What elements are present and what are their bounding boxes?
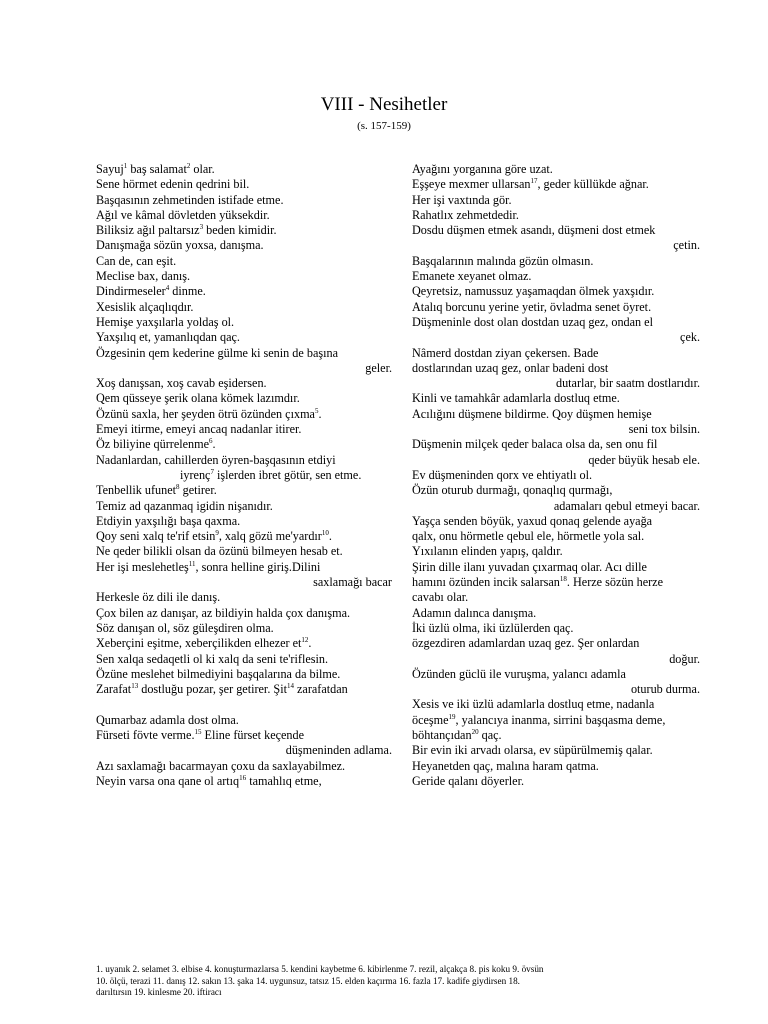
left-column-line: Özüne meslehet bilmediyini başqalarına da bilme. <box>96 666 341 681</box>
left-column-line: Xesislik alçaqlıqdır. <box>96 299 194 314</box>
left-column-line: Başqasının zehmetinden istifade etme. <box>96 192 284 207</box>
right-column-line: Ev düşmeninden qorx ve ehtiyatlı ol. <box>412 467 593 482</box>
right-column-line: özgezdiren adamlardan uzaq gez. Şer onlardan <box>412 636 640 651</box>
left-column-line: Neyin varsa ona qane ol artıq$^{16}$ tamahlıq etme, <box>96 773 322 788</box>
left-column-line: geler. <box>365 360 392 375</box>
right-column-line: İki üzlü olma, iki üzlülerden qaç. <box>412 620 574 635</box>
left-column-line: Yaxşılıq et, yamanlıqdan qaç. <box>96 330 240 345</box>
footnote-line: darıltırsın 19. kinlesme 20. iftiracı <box>96 987 222 997</box>
right-column-line: qalx, onu hörmetle qebul ele, hörmetle yola sal. <box>412 529 645 544</box>
right-column-line: Geride qalanı döyerler. <box>412 773 525 788</box>
left-column-line: Öz biliyine qürrelenme$^6$. <box>96 437 216 452</box>
right-column-line: cavabı olar. <box>412 590 469 605</box>
left-column <box>96 162 392 789</box>
right-column-line: çetin. <box>673 238 700 253</box>
right-column-line: Xesis ve iki üzlü adamlarla dostluq etme, nadanla <box>412 697 655 712</box>
left-column-line: Sen xalqa sedaqetli ol ki xalq da seni te'riflesin. <box>96 651 329 666</box>
footnote-line: 1. uyanık 2. selamet 3. elbise 4. konuşturmazlarsa 5. kendini kaybetme 6. kibirlenme 7. rezil, alçakça 8. pis koku 9. övsün <box>96 964 544 974</box>
left-column-line: Temiz ad qazanmaq igidin nişanıdır. <box>96 498 273 513</box>
right-column-line: Dosdu düşmen etmek asandı, düşmeni dost etmek <box>412 223 656 238</box>
left-column-line: Xoş danışsan, xoş cavab eşidersen. <box>96 376 267 391</box>
left-column-line: Herkesle öz dili ile danış. <box>96 590 221 605</box>
right-column-line: dutarlar, bir saatm dostlarıdır. <box>555 376 700 391</box>
right-column-line: Düşmenin milçek qeder balaca olsa da, sen onu fil <box>412 437 658 452</box>
right-column-line: Nâmerd dostdan ziyan çekersen. Bade <box>412 345 599 360</box>
left-column-line: Meclise bax, danış. <box>96 269 191 284</box>
page-range: (s. 157-159) <box>357 120 411 132</box>
right-column-line: hamını özünden incik salarsan$^{18}$. Herze sözün herze <box>412 574 663 590</box>
left-column-line: Ağıl ve kâmal dövletden yüksekdir. <box>96 207 270 222</box>
right-column-line: oturub durma. <box>630 682 700 697</box>
left-column-line: Özgesinin qem kederine gülme ki senin de başına <box>96 345 338 360</box>
left-column-line: Can de, can eşit. <box>96 253 177 268</box>
right-column-line: Atalıq borcunu yerine yetir, övladma senet öyret. <box>412 299 652 314</box>
left-column-line: Qem qüsseye şerik olana kömek lazımdır. <box>96 391 300 406</box>
right-column-line: Yaşça senden böyük, yaxud qonaq gelende ayağa <box>412 513 653 528</box>
right-column-line: Qeyretsiz, namussuz yaşamaqdan ölmek yaxşıdır. <box>412 284 655 299</box>
right-column <box>412 162 700 789</box>
right-column-line: Acılığını düşmene bildirme. Qoy düşmen hemişe <box>412 406 652 421</box>
left-column-line: Ne qeder bilikli olsan da özünü bilmeyen hesab et. <box>96 544 343 559</box>
right-column-line: böhtançıdan$^{20}$ qaç. <box>412 727 502 742</box>
footnote-line: 10. ölçü, terazi 11. danış 12. sakın 13. şaka 14. uygunsuz, tatsız 15. elden kaçırma 16. fazla 17. kadife giydirsen 18. <box>96 975 520 986</box>
left-column-line: Xeberçini eşitme, xeberçilikden elhezer $et^{12}$. <box>96 636 312 651</box>
right-column-line: öceşme$^{19}$, yalancıya inanma, sirrini başqasma deme, <box>412 712 666 727</box>
right-column-line: Adamın dalınca danışma. <box>412 605 537 620</box>
left-column-line: Tenbellik ufunet$^8$ getirer. <box>96 483 217 498</box>
right-column-line: Özünden güclü ile vuruşma, yalancı adamla <box>412 666 626 681</box>
left-column-line: Özünü saxla, her şeyden ötrü özünden çıxma$^5$. <box>96 406 322 421</box>
left-column-line: saxlamağı bacar <box>313 575 392 590</box>
right-column-line: Düşmeninle dost olan dostdan uzaq gez, ondan el <box>412 314 653 329</box>
left-column-line: Biliksiz ağıl paltarsız$^3$ beden kimidir. <box>96 223 277 238</box>
left-column-line: Danışmağa sözün yoxsa, danışma. <box>96 238 264 253</box>
left-column-line: Emeyi itirme, emeyi ancaq nadanlar itirer. <box>96 422 302 437</box>
left-column-line: Sene hörmet edenin qedrini bil. <box>96 177 250 192</box>
right-column-line: Bir evin iki arvadı olarsa, ev süpürülmemiş qalar. <box>412 743 653 758</box>
left-column-line: Sayuj$^1$ baş salamat$^2$ olar. <box>96 161 215 176</box>
right-column-line: Eşşeye mexmer ullarsan$^{17}$, geder küllükde ağnar. <box>412 177 649 192</box>
left-column-line <box>96 697 392 712</box>
left-column-line: Qoy seni xalq te'rif etsin$^9$, xalq gözü me'yardır$^{10}$. <box>96 529 332 544</box>
left-column-line: düşmeninden adlama. <box>285 743 392 758</box>
right-column-line: Her işi vaxtında gör. <box>412 192 512 207</box>
right-column-line: Kinli ve tamahkâr adamlarla dostluq etme. <box>412 391 620 406</box>
right-column-line: Heyanetden qaç, malına haram qatma. <box>412 758 599 773</box>
right-column-line: doğur. <box>669 651 700 666</box>
right-column-line: Yıxılanın elinden yapış, qaldır. <box>412 544 563 559</box>
left-column-line: iyrenç$^7$ işlerden ibret götür, sen etme. <box>180 467 362 482</box>
left-column-line: Etdiyin yaxşılığı başa qaxma. <box>96 513 241 528</box>
right-column-line: adamaları qebul etmeyi bacar. <box>553 498 700 513</box>
right-column-line: Rahatlıx zehmetdedir. <box>412 207 519 222</box>
left-column-line: Söz danışan ol, söz güleşdiren olma. <box>96 620 274 635</box>
right-column-line: Ayağını yorganına göre uzat. <box>412 162 553 176</box>
right-column-line: Özün oturub durmağı, qonaqlıq qurmağı, <box>412 483 613 498</box>
right-column-line: Şirin dille ilanı yuvadan çıxarmaq olar. Acı dille <box>412 559 647 574</box>
left-column-line: Azı saxlamağı bacarmayan çoxu da saxlayabilmez. <box>96 758 346 773</box>
left-column-line: Dindirmeseler$^4$ dinme. <box>96 284 206 299</box>
left-column-line: Zarafat$^{13}$ dostluğu pozar, şer getirer. Şit$^{14}$ zarafatdan <box>96 682 348 697</box>
left-column-line: Qumarbaz adamla dost olma. <box>96 712 239 727</box>
page-title: VIII - Nesihetler <box>320 94 448 115</box>
right-column-line: Başqalarının malında gözün olmasın. <box>412 253 594 268</box>
right-column-line: dostlarından uzaq gez, onlar badeni dost <box>412 360 609 375</box>
left-column-line: Nadanlardan, cahillerden öyren-başqasının etdiyi <box>96 452 336 467</box>
right-column-line: qeder büyük hesab ele. <box>588 452 700 467</box>
left-column-line: Her işi meslehetleş$^{11}$, sonra helline giriş.Dilini <box>96 559 321 574</box>
left-column-line: Çox bilen az danışar, az bildiyin halda çox danışma. <box>96 605 351 620</box>
left-column-line: Hemişe yaxşılarla yoldaş ol. <box>96 314 235 329</box>
right-column-line: Emanete xeyanet olmaz. <box>412 269 532 284</box>
right-column-line: çek. <box>680 330 700 345</box>
left-column-line: Fürseti fövte verme.$^{15}$ Eline fürset keçende <box>96 727 305 742</box>
footnotes <box>96 964 696 999</box>
right-column-line: seni tox bilsin. <box>628 422 700 437</box>
